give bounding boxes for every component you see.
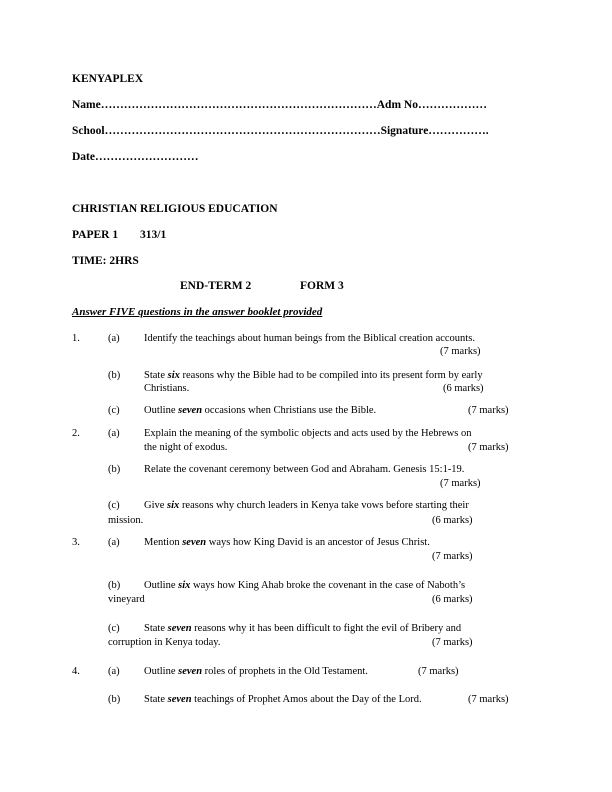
school-signature-line: School………………………………………………………………Signature……………. bbox=[72, 125, 489, 137]
instruction: Answer FIVE questions in the answer booklet provided bbox=[72, 306, 323, 318]
question-text: Explain the meaning of the symbolic objects and acts used by the Hebrews on bbox=[144, 428, 472, 439]
question-text: State seven teachings of Prophet Amos about the Day of the Lord. bbox=[144, 694, 422, 705]
question-text: Outline six ways how King Ahab broke the covenant in the case of Naboth’s bbox=[144, 580, 466, 591]
question-text: Mention seven ways how King David is an ancestor of Jesus Christ. bbox=[144, 537, 430, 548]
marks: (6 marks) bbox=[432, 594, 473, 605]
marks: (7 marks) bbox=[432, 551, 473, 562]
part-label: (a) bbox=[108, 333, 120, 344]
marks: (7 marks) bbox=[418, 666, 459, 677]
question-text: State seven reasons why it has been difficult to fight the evil of Bribery and bbox=[144, 623, 462, 634]
term-label: END-TERM 2 bbox=[180, 280, 252, 292]
part-label: (b) bbox=[108, 580, 121, 591]
question-text-continued: vineyard bbox=[108, 594, 145, 605]
marks: (7 marks) bbox=[440, 346, 481, 357]
paper-label: PAPER 1 bbox=[72, 229, 119, 241]
question-number: 3. bbox=[72, 537, 80, 548]
part-label: (a) bbox=[108, 537, 120, 548]
marks: (6 marks) bbox=[432, 515, 473, 526]
part-label: (c) bbox=[108, 500, 120, 511]
question-text: Give six reasons why church leaders in Kenya take vows before starting their bbox=[144, 500, 469, 511]
question-text: Relate the covenant ceremony between God and Abraham. Genesis 15:1-19. bbox=[144, 464, 465, 475]
question-text: State six reasons why the Bible had to be compiled into its present form by early bbox=[144, 370, 483, 381]
marks: (6 marks) bbox=[443, 383, 484, 394]
part-label: (a) bbox=[108, 428, 120, 439]
question-text-continued: the night of exodus. bbox=[144, 442, 228, 453]
marks: (7 marks) bbox=[468, 405, 509, 416]
question-text: Outline seven occasions when Christians use the Bible. bbox=[144, 405, 377, 416]
part-label: (a) bbox=[108, 666, 120, 677]
form-label: FORM 3 bbox=[300, 280, 344, 292]
part-label: (c) bbox=[108, 623, 120, 634]
part-label: (b) bbox=[108, 464, 121, 475]
brand-title: KENYAPLEX bbox=[72, 73, 144, 85]
question-text-continued: Christians. bbox=[144, 383, 190, 394]
question-number: 1. bbox=[72, 333, 80, 344]
question-text: Outline seven roles of prophets in the Old Testament. bbox=[144, 666, 368, 677]
question-text-continued: corruption in Kenya today. bbox=[108, 637, 221, 648]
part-label: (b) bbox=[108, 694, 121, 705]
marks: (7 marks) bbox=[468, 442, 509, 453]
paper-code: 313/1 bbox=[140, 229, 167, 241]
question-text-continued: mission. bbox=[108, 515, 144, 526]
question-number: 2. bbox=[72, 428, 80, 439]
part-label: (c) bbox=[108, 405, 120, 416]
question-text: Identify the teachings about human beings from the Biblical creation accounts. bbox=[144, 333, 475, 344]
subject-title: CHRISTIAN RELIGIOUS EDUCATION bbox=[72, 203, 278, 215]
date-line: Date……………………… bbox=[72, 151, 199, 163]
name-adm-line: Name………………………………………………………………Adm No……………… bbox=[72, 99, 487, 111]
question-number: 4. bbox=[72, 666, 80, 677]
marks: (7 marks) bbox=[468, 694, 509, 705]
marks: (7 marks) bbox=[432, 637, 473, 648]
time-label: TIME: 2HRS bbox=[72, 255, 139, 267]
part-label: (b) bbox=[108, 370, 121, 381]
marks: (7 marks) bbox=[440, 478, 481, 489]
